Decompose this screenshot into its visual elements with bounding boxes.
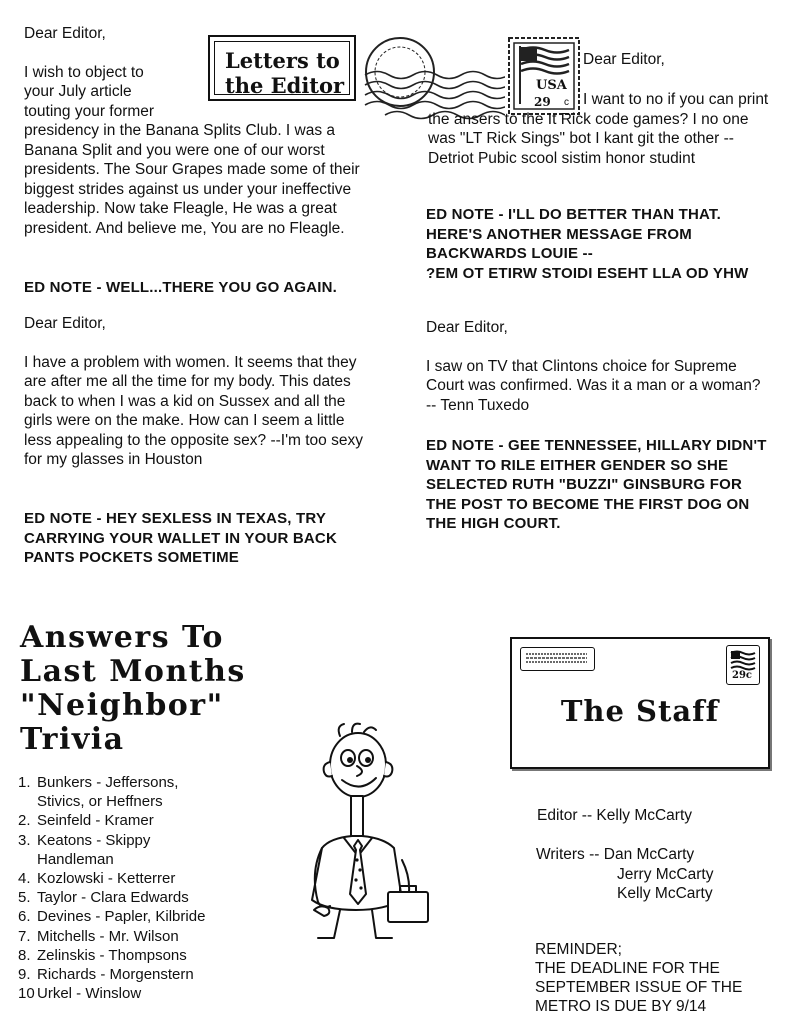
list-item: 7. Mitchells - Mr. Wilson (18, 927, 179, 945)
staff-editor: Editor -- Kelly McCarty (537, 807, 693, 824)
stamp-unit: c (564, 97, 569, 108)
trivia-title-line-4: Trivia (20, 722, 125, 757)
reminder-text: THE DEADLINE FOR THE SEPTEMBER ISSUE OF THE METRO IS DUE BY 9/14 (535, 960, 743, 1015)
letter-2-greeting: Dear Editor, (24, 315, 106, 332)
letter-2-ed-note: ED NOTE - HEY SEXLESS IN TEXAS, TRY CARRYING YOUR WALLET IN YOUR BACK PANTS POCKETS SOMETIME (24, 510, 338, 566)
list-item: 9. Richards - Morgenstern (18, 966, 194, 984)
letter-3 (428, 90, 773, 168)
reminder (535, 940, 775, 1016)
list-item: 1. Bunkers - Jeffersons, Stivics, or Heffners (18, 774, 179, 811)
staff-title: The Staff (560, 694, 720, 728)
letter-4-ed-note: ED NOTE - GEE TENNESSEE, HILLARY DIDN'T WANT TO RILE EITHER GENDER SO SHE SELECTED RUTH "BUZZI" GINSBURG FOR THE POST TO BECOME THE FIRST DOG ON THE HIGH COURT. (426, 437, 767, 532)
trivia-title-line-1: Answers To (20, 620, 224, 655)
letter-3-ed-note: ED NOTE - I'LL DO BETTER THAN THAT. HERE'S ANOTHER MESSAGE FROM BACKWARDS LOUIE -- (426, 206, 722, 262)
list-item: 8. Zelinskis - Thompsons (18, 946, 187, 964)
list-item: 2. Seinfeld - Kramer (18, 812, 154, 830)
letter-3-greeting: Dear Editor, (583, 51, 665, 68)
letter-4-body: I saw on TV that Clintons choice for Supreme Court was confirmed. Was it a man or a woman? -- Tenn Tuxedo (426, 357, 761, 414)
letter-1 (24, 24, 369, 238)
banner-line-1: Letters to (225, 48, 340, 73)
envelope-label-icon (520, 647, 595, 671)
stamp-value: 29 (534, 95, 551, 109)
envelope-stamp-icon (726, 645, 760, 685)
letter-4 (426, 318, 766, 415)
list-item: 10 Urkel - Winslow (18, 985, 142, 1003)
letter-3-ed-note-block (426, 205, 776, 283)
writer-1: Dan McCarty (603, 846, 695, 863)
letter-1-body: I wish to object to your July article touting your former presidency in the Banana Splits Club. I was a Banana Split and you were one of our worst presidents. The Sour Grapes made some of their biggest strides against us under your ineffective leadership. Now take Fleagle, He was a great president. And believe me, You are no Fleagle. (24, 63, 360, 237)
cartoon-man-icon (300, 720, 440, 950)
trivia-title (20, 621, 280, 757)
letter-1-ed-note: ED NOTE - WELL...THERE YOU GO AGAIN. (24, 279, 338, 296)
list-item: 6. Devines - Papler, Kilbride (18, 908, 206, 926)
trivia-title-line-2: Last Months (20, 654, 246, 689)
staff-envelope (510, 637, 770, 769)
letter-3-backwards-message: ?EM OT ETIRW STOIDI ESEHT LLA OD YHW (426, 264, 749, 282)
letter-3-body: I want to no if you can print the ansers to the It Rick code games? I no one was "LT Rick Sings" bot I kant git the other -- Detriot Pubic scool sistim honor studint (428, 91, 769, 167)
writers-label: Writers -- (536, 846, 600, 863)
list-item: 4. Kozlowski - Ketterrer (18, 870, 176, 888)
trivia-answers-list (18, 773, 268, 1003)
writer-3: Kelly McCarty (617, 885, 713, 902)
reminder-label: REMINDER; (535, 941, 622, 958)
writer-2: Jerry McCarty (617, 865, 714, 883)
envelope-stamp-value: 29c (732, 670, 753, 681)
list-item: 3. Keatons - Skippy Handleman (18, 831, 151, 868)
letter-2 (24, 314, 369, 470)
letter-2-body: I have a problem with women. It seems that they are after me all the time for my body. This dates back to when I was a kid on Sussex and all the girls were on the make. How can I seem a little less appealing to the opposite sex? --I'm too sexy for my glasses in Houston (24, 353, 363, 468)
stamp-country: USA (536, 78, 567, 93)
banner-line-2: the Editor (225, 73, 345, 98)
trivia-title-line-3: "Neighbor" (20, 688, 224, 723)
staff-writers (536, 845, 776, 904)
letter-1-greeting: Dear Editor, (24, 25, 106, 42)
list-item: 5. Taylor - Clara Edwards (18, 889, 189, 907)
letter-4-greeting: Dear Editor, (426, 319, 508, 336)
